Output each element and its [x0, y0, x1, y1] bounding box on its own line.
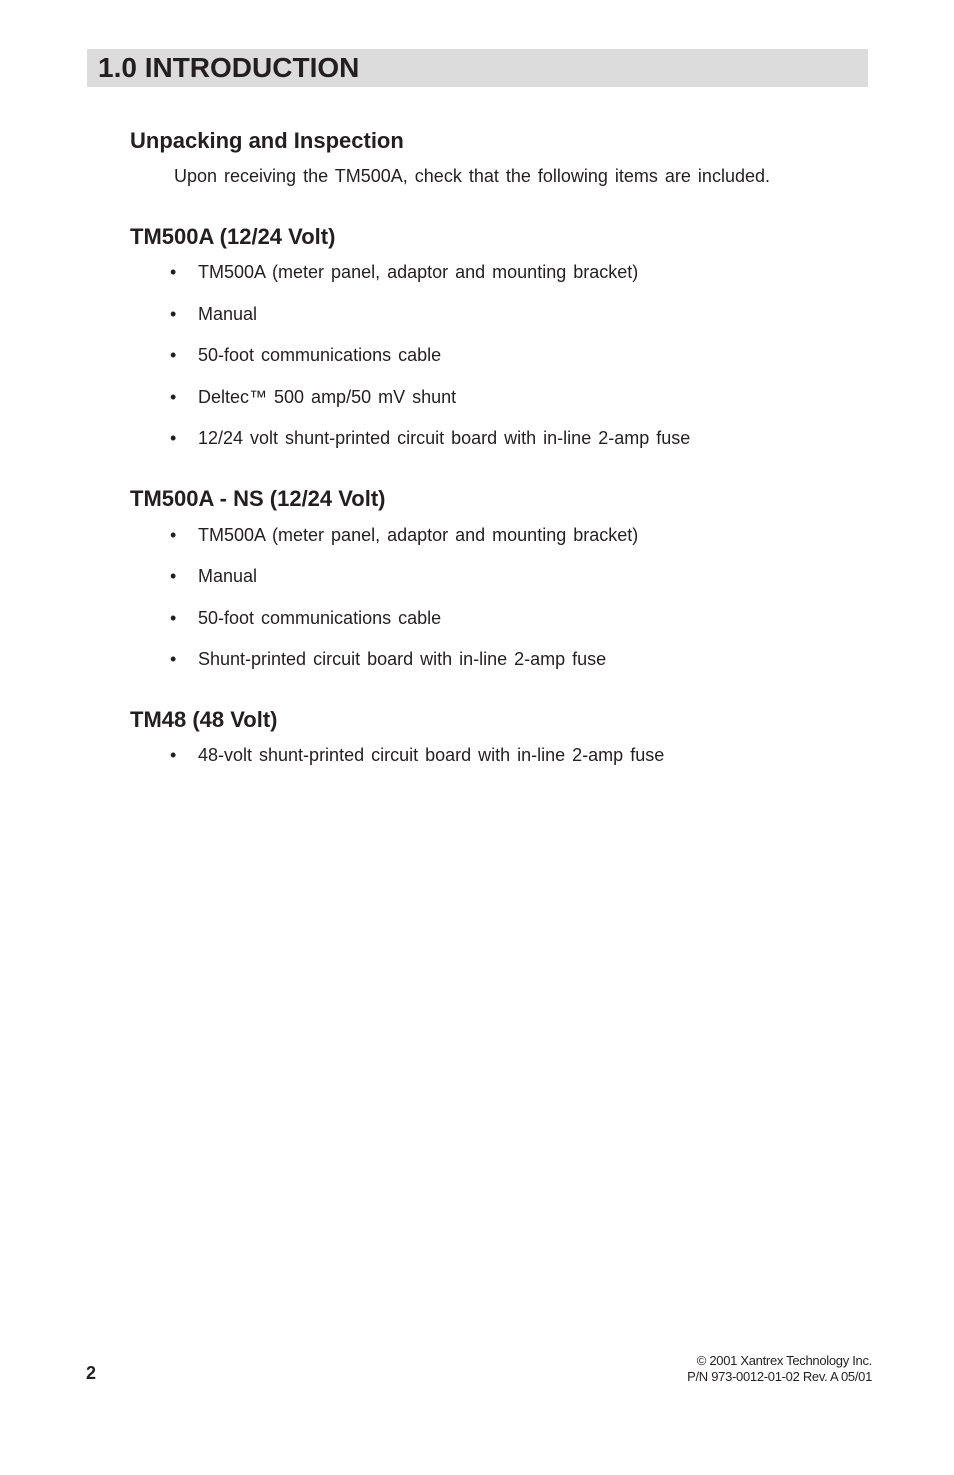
list-item	[170, 344, 441, 366]
list-item-text: 50-foot communications cable	[198, 345, 442, 365]
bullet: •	[170, 745, 177, 765]
list-item	[170, 607, 441, 629]
group-heading-tm48: TM48 (48 Volt)	[130, 707, 278, 732]
bullet: •	[170, 387, 177, 407]
list-item-text: Manual	[198, 304, 258, 324]
bullet: •	[170, 608, 177, 628]
bullet: •	[170, 262, 177, 282]
list-item	[170, 427, 690, 449]
list-item	[170, 744, 664, 766]
page-number: 2	[86, 1363, 97, 1383]
group-heading-tm500a-ns: TM500A - NS (12/24 Volt)	[130, 486, 386, 511]
list-item-text: 48-volt shunt-printed circuit board with in-line 2-amp fuse	[198, 745, 665, 765]
part-number: P/N 973-0012-01-02 Rev. A 05/01	[687, 1369, 872, 1384]
bullet: •	[170, 304, 177, 324]
list-item	[170, 565, 257, 587]
list-item-text: Shunt-printed circuit board with in-line 2-amp fuse	[198, 649, 607, 669]
list-item-text: Deltec™ 500 amp/50 mV shunt	[198, 387, 457, 407]
list-item	[170, 386, 456, 408]
bullet: •	[170, 566, 177, 586]
bullet: •	[170, 428, 177, 448]
list-item	[170, 524, 638, 546]
list-item-text: TM500A (meter panel, adaptor and mounting bracket)	[198, 262, 639, 282]
list-item-text: 50-foot communications cable	[198, 608, 442, 628]
list-item-text: Manual	[198, 566, 258, 586]
bullet: •	[170, 345, 177, 365]
footer-info	[687, 1353, 872, 1385]
bullet: •	[170, 525, 177, 545]
unpacking-heading: Unpacking and Inspection	[130, 128, 404, 153]
section-title-bar	[87, 49, 868, 87]
list-item-text: TM500A (meter panel, adaptor and mounting bracket)	[198, 525, 639, 545]
bullet: •	[170, 649, 177, 669]
group-heading-tm500a: TM500A (12/24 Volt)	[130, 224, 336, 249]
copyright: © 2001 Xantrex Technology Inc.	[696, 1353, 872, 1368]
list-item	[170, 303, 257, 325]
list-item-text: 12/24 volt shunt-printed circuit board with in-line 2-amp fuse	[198, 428, 691, 448]
section-title: 1.0 INTRODUCTION	[98, 52, 360, 83]
list-item	[170, 648, 606, 670]
unpacking-intro: Upon receiving the TM500A, check that the following items are included.	[174, 166, 770, 186]
list-item	[170, 261, 638, 283]
